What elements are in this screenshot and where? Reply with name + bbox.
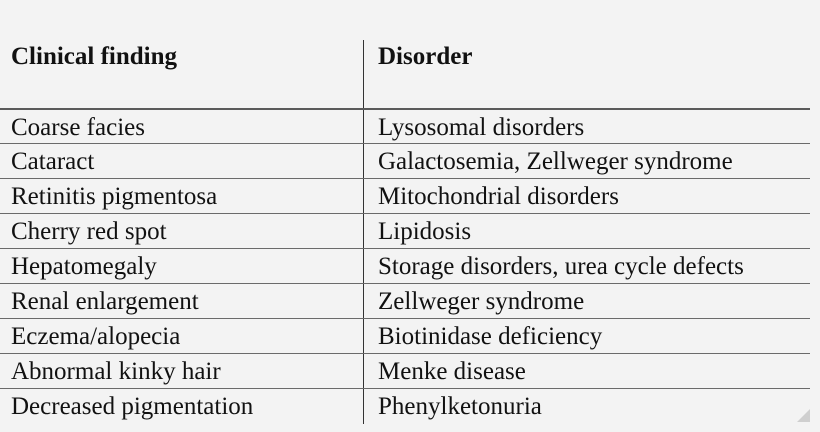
finding-cell: Coarse facies: [11, 114, 145, 141]
disorder-cell: Mitochondrial disorders: [378, 183, 619, 210]
table-row: [0, 108, 810, 143]
table-row: [0, 143, 810, 178]
disorder-cell: Biotinidase deficiency: [378, 323, 603, 350]
finding-cell: Renal enlargement: [11, 288, 199, 315]
finding-cell: Hepatomegaly: [11, 253, 157, 280]
finding-cell: Cataract: [11, 148, 95, 175]
table-body: [0, 108, 810, 423]
finding-cell: Cherry red spot: [11, 218, 167, 245]
header-disorder: Disorder: [378, 43, 473, 70]
table-row: [0, 388, 810, 423]
finding-cell: Eczema/alopecia: [11, 323, 181, 350]
table-row: [0, 178, 810, 213]
disorder-cell: Zellweger syndrome: [378, 288, 585, 315]
disorder-cell: Galactosemia, Zellweger syndrome: [378, 148, 733, 175]
table-row: [0, 353, 810, 388]
disorder-cell: Menke disease: [378, 358, 526, 385]
disorder-cell: Lysosomal disorders: [378, 114, 585, 141]
table-row: [0, 283, 810, 318]
disorder-cell: Lipidosis: [378, 218, 472, 245]
disorder-cell: Storage disorders, urea cycle defects: [378, 253, 744, 280]
finding-cell: Decreased pigmentation: [11, 393, 254, 420]
resize-corner-icon: [797, 409, 810, 422]
finding-cell: Abnormal kinky hair: [11, 358, 221, 385]
disorder-cell: Phenylketonuria: [378, 393, 542, 420]
table-row: [0, 248, 810, 283]
header-clinical-finding: Clinical finding: [11, 43, 178, 70]
finding-cell: Retinitis pigmentosa: [11, 183, 218, 210]
table-row: [0, 213, 810, 248]
table-row: [0, 318, 810, 353]
